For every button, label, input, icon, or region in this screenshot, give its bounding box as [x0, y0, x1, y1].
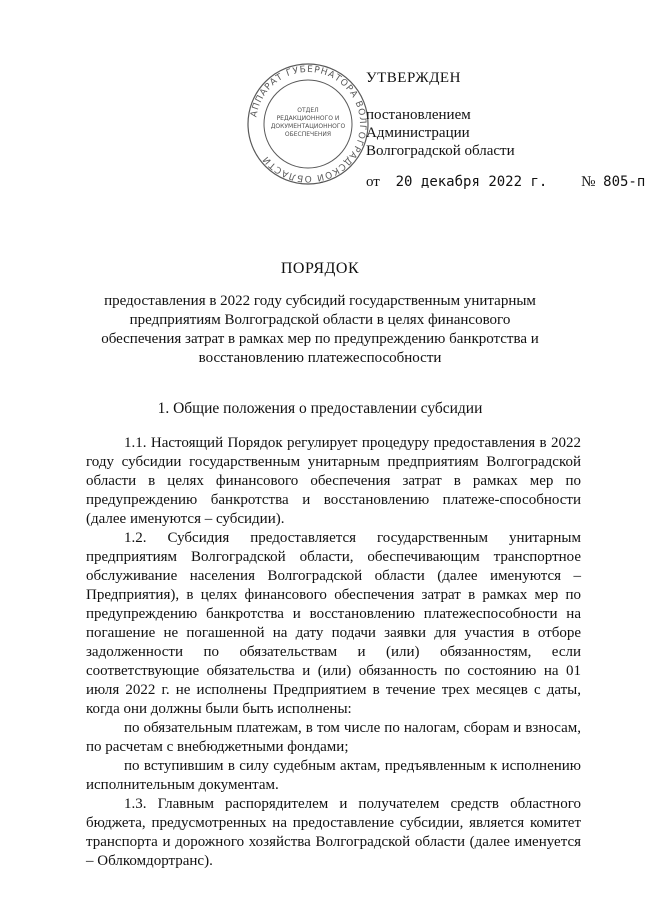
paragraph-1-1: 1.1. Настоящий Порядок регулирует процедуру предоставления в 2022 году субсидии государственным унитарным предприятиям Волгоградской области в целях финансового обеспечения затрат в рамках мер по предупреждению банкротства и восстановлению платеже-способности (далее именуются – субсидии).	[86, 435, 581, 527]
number-value: 805-п	[603, 174, 645, 190]
approval-title: УТВЕРЖДЕН	[366, 70, 461, 86]
paragraph-1-2: 1.2. Субсидия предоставляется государственным унитарным предприятиям Волгоградской области, обеспечивающим транспортное обслуживание населения Волгоградской области (далее именуются – Предприятия), в целях финансового обеспечения затрат в рамках мер по предупреждению банкротства и восстановлению платежеспособности на погашение не погашенной на дату подачи заявки для участия в отборе задолженности по обязательствам и (или) обязанностям, если соответствующие обязательства и (или) обязанность по состоянию на 01 июля 2022 г. не исполнены Предприятием в течение трех месяцев с даты, когда они должны были быть исполнены:	[86, 530, 581, 717]
approval-line-2: Администрации	[366, 125, 470, 141]
number-prefix: №	[581, 174, 596, 190]
section-title: 1. Общие положения о предоставлении субсидии	[157, 400, 483, 417]
approval-line-1: постановлением	[366, 107, 471, 123]
date-value: 20 декабря 2022 г.	[395, 174, 548, 190]
official-stamp	[246, 62, 370, 186]
stamp-inner-line-1: ОТДЕЛ	[297, 107, 319, 114]
stamp-inner-line-2: РЕДАКЦИОННОГО И	[276, 115, 340, 122]
document-body	[86, 434, 581, 871]
paragraph-1-3: 1.3. Главным распорядителем и получателем средств областного бюджета, предусмотренных на предоставление субсидии, является комитет транспорта и дорожного хозяйства Волгоградской области (далее именуется – Облкомдортранс).	[86, 796, 581, 869]
document-subtitle: предоставления в 2022 году субсидий государственным унитарным предприятиям Волгоградской области в целях финансового обеспечения затрат в рамках мер по предупреждению банкротства и восстановлению платежеспособности	[101, 293, 539, 366]
stamp-inner-line-4: ОБЕСПЕЧЕНИЯ	[284, 131, 332, 138]
date-prefix: от	[366, 174, 380, 190]
document-heading: ПОРЯДОК	[280, 260, 360, 277]
paragraph-obligatory-payments: по обязательным платежам, в том числе по налогам, сборам и взносам, по расчетам с внебюджетными фондами;	[86, 720, 581, 755]
stamp-outer-text: АППАРАТ ГУБЕРНАТОРА ВОЛГОГРАДСКОЙ ОБЛАСТИ	[249, 64, 368, 184]
approval-date-line	[366, 174, 645, 191]
approval-line-3: Волгоградской области	[366, 143, 515, 159]
stamp-inner-line-3: ДОКУМЕНТАЦИОННОГО	[270, 123, 346, 130]
paragraph-court-acts: по вступившим в силу судебным актам, предъявленным к исполнению исполнительным документам.	[86, 758, 581, 793]
